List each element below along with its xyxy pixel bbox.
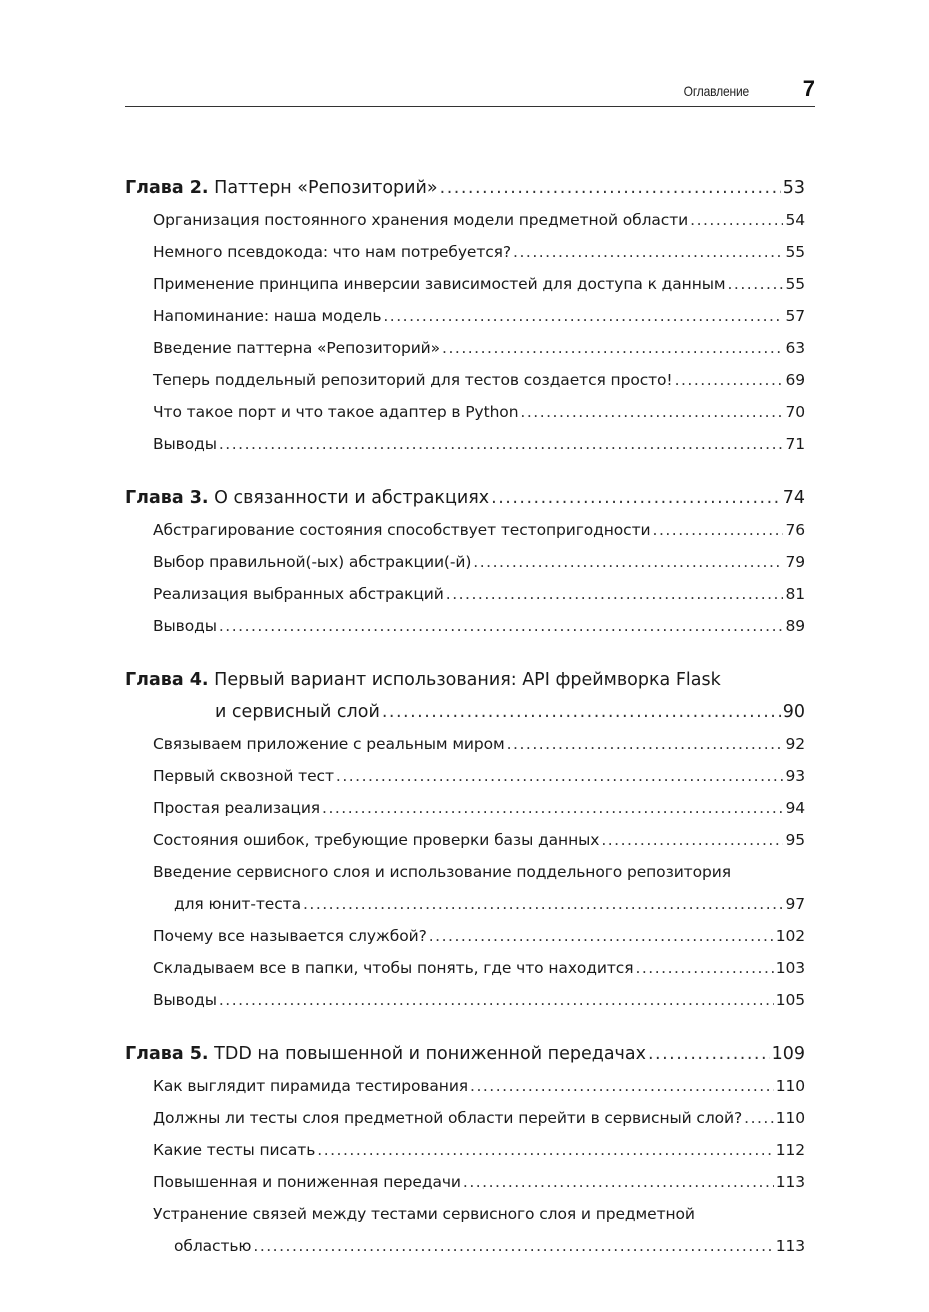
entry-title: Организация постоянного хранения модели предметной области xyxy=(153,211,689,229)
toc-entry[interactable] xyxy=(125,610,805,642)
dot-leader xyxy=(383,300,783,332)
dot-leader xyxy=(520,396,783,428)
entry-title: Устранение связей между тестами сервисного слоя и предметной xyxy=(153,1205,695,1223)
chapter-heading[interactable] xyxy=(125,482,805,514)
entry-title: Немного псевдокода: что нам потребуется? xyxy=(153,243,512,261)
chapter-label: Глава 4. xyxy=(125,670,209,690)
dot-leader xyxy=(219,428,784,460)
dot-leader xyxy=(601,824,783,856)
dot-leader xyxy=(635,952,773,984)
entry-title: Состояния ошибок, требующие проверки базы данных xyxy=(153,831,600,849)
chapter-title: TDD на повышенной и пониженной передачах xyxy=(214,1044,646,1064)
chapter-title-continued: и сервисный слой xyxy=(215,702,380,722)
entry-title: Выводы xyxy=(153,435,217,453)
toc-entry[interactable] xyxy=(125,1166,805,1198)
entry-page: 89 xyxy=(785,617,805,635)
running-title: Оглавление xyxy=(683,83,749,99)
dot-leader xyxy=(253,1230,773,1262)
entry-title: Первый сквозной тест xyxy=(153,767,334,785)
dot-leader xyxy=(675,364,784,396)
dot-leader xyxy=(440,172,781,204)
dot-leader xyxy=(513,236,783,268)
chapter-heading-continuation[interactable] xyxy=(125,696,805,728)
entry-page: 79 xyxy=(785,553,805,571)
entry-page: 112 xyxy=(775,1141,805,1159)
dot-leader xyxy=(336,760,784,792)
entry-page: 105 xyxy=(775,991,805,1009)
entry-page: 71 xyxy=(785,435,805,453)
entry-page: 57 xyxy=(785,307,805,325)
entry-title-continued: для юнит-теста xyxy=(174,895,301,913)
chapter-3 xyxy=(125,482,805,642)
toc-entry[interactable] xyxy=(125,1102,805,1134)
dot-leader xyxy=(442,332,783,364)
entry-title: Связываем приложение с реальным миром xyxy=(153,735,505,753)
entry-title: Выводы xyxy=(153,617,217,635)
chapter-page: 53 xyxy=(782,178,805,198)
chapter-4 xyxy=(125,664,805,1016)
entry-title: Реализация выбранных абстракций xyxy=(153,585,444,603)
dot-leader xyxy=(463,1166,774,1198)
toc-entry[interactable] xyxy=(125,1134,805,1166)
dot-leader xyxy=(219,984,774,1016)
dot-leader xyxy=(690,204,783,236)
toc-entry[interactable] xyxy=(125,856,805,888)
toc-entry[interactable] xyxy=(125,1198,805,1230)
entry-page: 92 xyxy=(785,735,805,753)
toc-entry[interactable] xyxy=(125,300,805,332)
entry-page: 76 xyxy=(785,521,805,539)
entry-page: 55 xyxy=(785,243,805,261)
toc-entry[interactable] xyxy=(125,760,805,792)
dot-leader xyxy=(382,696,781,728)
entry-title: Введение сервисного слоя и использование поддельного репозитория xyxy=(153,863,731,881)
entry-page: 95 xyxy=(785,831,805,849)
chapter-page: 90 xyxy=(782,702,805,722)
entry-title: Абстрагирование состояния способствует тестопригодности xyxy=(153,521,651,539)
chapter-label: Глава 5. xyxy=(125,1044,209,1064)
entry-page: 113 xyxy=(775,1173,805,1191)
chapter-heading[interactable] xyxy=(125,1038,805,1070)
toc-entry[interactable] xyxy=(125,578,805,610)
toc-entry[interactable] xyxy=(125,268,805,300)
entry-page: 110 xyxy=(775,1077,805,1095)
toc-entry[interactable] xyxy=(125,728,805,760)
entry-title: Применение принципа инверсии зависимостей для доступа к данным xyxy=(153,275,726,293)
entry-title: Что такое порт и что такое адаптер в Python xyxy=(153,403,519,421)
entry-title: Складываем все в папки, чтобы понять, где что находится xyxy=(153,959,634,977)
dot-leader xyxy=(219,610,784,642)
toc-entry[interactable] xyxy=(125,204,805,236)
toc-entry[interactable] xyxy=(125,920,805,952)
entry-title: Теперь поддельный репозиторий для тестов создается просто! xyxy=(153,371,673,389)
dot-leader xyxy=(446,578,784,610)
dot-leader xyxy=(653,514,784,546)
chapter-title: Паттерн «Репозиторий» xyxy=(214,178,438,198)
entry-title: Выводы xyxy=(153,991,217,1009)
entry-page: 54 xyxy=(785,211,805,229)
entry-page: 102 xyxy=(775,927,805,945)
dot-leader xyxy=(303,888,784,920)
toc-entry[interactable] xyxy=(125,332,805,364)
entry-title: Повышенная и пониженная передачи xyxy=(153,1173,461,1191)
table-of-contents xyxy=(125,172,805,1284)
chapter-label: Глава 3. xyxy=(125,488,209,508)
toc-entry[interactable] xyxy=(125,792,805,824)
entry-page: 55 xyxy=(785,275,805,293)
chapter-heading[interactable] xyxy=(125,664,805,696)
dot-leader xyxy=(648,1038,770,1070)
chapter-heading[interactable] xyxy=(125,172,805,204)
toc-entry[interactable] xyxy=(125,514,805,546)
toc-entry[interactable] xyxy=(125,824,805,856)
entry-title: Введение паттерна «Репозиторий» xyxy=(153,339,441,357)
toc-entry[interactable] xyxy=(125,428,805,460)
chapter-title: Первый вариант использования: API фреймворка Flask xyxy=(214,670,721,690)
entry-page: 70 xyxy=(785,403,805,421)
chapter-title: О связанности и абстракциях xyxy=(214,488,490,508)
dot-leader xyxy=(317,1134,773,1166)
entry-title: Почему все называется службой? xyxy=(153,927,427,945)
entry-page: 81 xyxy=(785,585,805,603)
chapter-5 xyxy=(125,1038,805,1262)
entry-page: 103 xyxy=(775,959,805,977)
entry-page: 94 xyxy=(785,799,805,817)
chapter-page: 74 xyxy=(782,488,805,508)
entry-page: 63 xyxy=(785,339,805,357)
chapter-label: Глава 2. xyxy=(125,178,209,198)
dot-leader xyxy=(322,792,783,824)
entry-title: Выбор правильной(-ых) абстракции(-й) xyxy=(153,553,472,571)
entry-title-continued: областью xyxy=(174,1237,252,1255)
dot-leader xyxy=(744,1102,774,1134)
toc-entry[interactable] xyxy=(125,236,805,268)
entry-page: 110 xyxy=(775,1109,805,1127)
dot-leader xyxy=(728,268,784,300)
dot-leader xyxy=(429,920,774,952)
toc-entry-continuation[interactable] xyxy=(125,1230,805,1262)
chapter-page: 109 xyxy=(771,1044,805,1064)
chapter-2 xyxy=(125,172,805,460)
entry-title: Напоминание: наша модель xyxy=(153,307,382,325)
entry-page: 97 xyxy=(785,895,805,913)
entry-title: Какие тесты писать xyxy=(153,1141,316,1159)
toc-entry[interactable] xyxy=(125,952,805,984)
entry-title: Как выглядит пирамида тестирования xyxy=(153,1077,469,1095)
entry-page: 69 xyxy=(785,371,805,389)
page-number: 7 xyxy=(802,76,815,101)
toc-entry[interactable] xyxy=(125,546,805,578)
toc-entry[interactable] xyxy=(125,1070,805,1102)
toc-entry[interactable] xyxy=(125,396,805,428)
entry-page: 93 xyxy=(785,767,805,785)
toc-entry[interactable] xyxy=(125,364,805,396)
dot-leader xyxy=(473,546,783,578)
toc-entry-continuation[interactable] xyxy=(125,888,805,920)
dot-leader xyxy=(470,1070,774,1102)
entry-page: 113 xyxy=(775,1237,805,1255)
dot-leader xyxy=(491,482,781,514)
entry-title: Простая реализация xyxy=(153,799,321,817)
toc-entry[interactable] xyxy=(125,984,805,1016)
dot-leader xyxy=(507,728,784,760)
running-header xyxy=(125,76,815,107)
entry-title: Должны ли тесты слоя предметной области перейти в сервисный слой? xyxy=(153,1109,743,1127)
